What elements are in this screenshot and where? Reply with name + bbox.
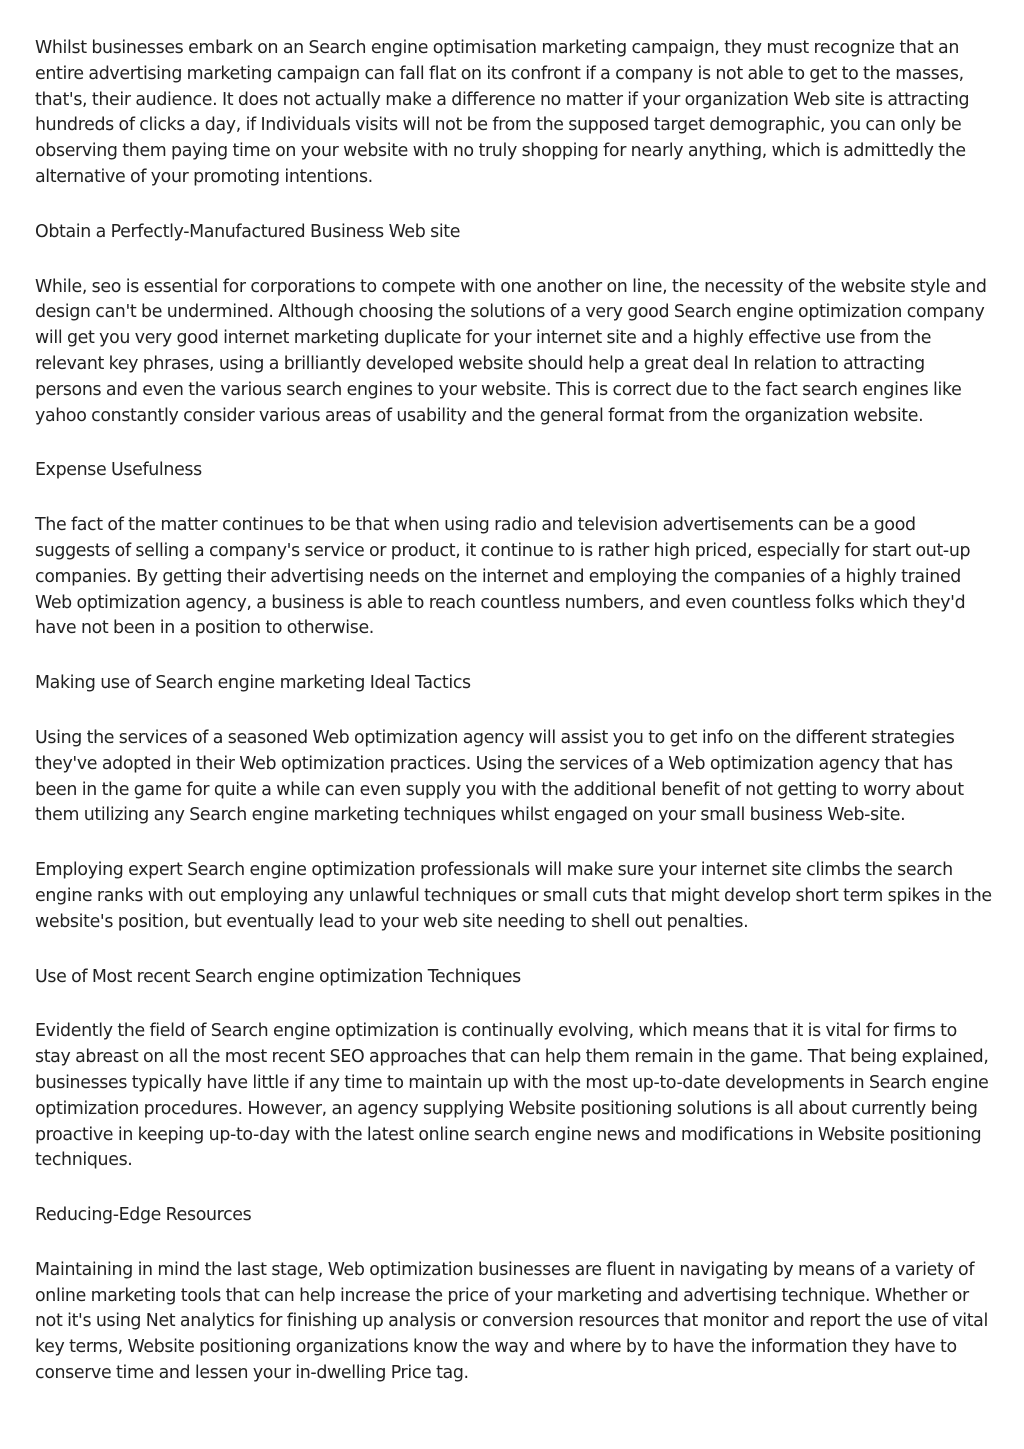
document-body [35, 36, 995, 1416]
body-paragraph: Evidently the field of Search engine optimization is continually evolving, which means that it is vital for firms to stay abreast on all the most recent SEO approaches that can help them remain in the game. That being explained, businesses typically have little if any time to maintain up with the most up-to-date developments in Search engine optimization procedures. However, an agency supplying Website positioning solutions is all about currently being proactive in keeping up-to-day with the latest online search engine news and modifications in Website positioning techniques. [35, 1021, 989, 1171]
section-heading: Use of Most recent Search engine optimization Techniques [35, 966, 521, 987]
body-paragraph: Whilst businesses embark on an Search engine optimisation marketing campaign, they must recognize that an entire advertising marketing campaign can fall flat on its confront if a company is not able to get to the masses, that's, their audience. It does not actually make a difference no matter if your organization Web site is attracting hundreds of clicks a day, if Individuals visits will not be from the supposed target demographic, you can only be observing them paying time on your website with no truly shopping for nearly anything, which is admittedly the alternative of your promoting intentions. [35, 38, 970, 187]
section-heading: Obtain a Perfectly-Manufactured Business Web site [35, 221, 461, 242]
section-heading: Making use of Search engine marketing Ideal Tactics [35, 673, 471, 694]
section-heading: Expense Usefulness [35, 460, 202, 481]
body-paragraph: Employing expert Search engine optimization professionals will make sure your internet site climbs the search engine ranks with out employing any unlawful techniques or small cuts that might develop short term spikes in the website's position, but eventually lead to your web site needing to shell out penalties. [35, 860, 992, 932]
body-paragraph: Maintaining in mind the last stage, Web optimization businesses are fluent in navigating by means of a variety of online marketing tools that can help increase the price of your marketing and advertising technique. Whether or not it's using Net analytics for finishing up analysis or conversion resources that monitor and report the use of vital key terms, Website positioning organizations know the way and where by to have the information they have to conserve time and lessen your in-dwelling Price tag. [35, 1259, 988, 1384]
body-paragraph: While, seo is essential for corporations to compete with one another on line, the necessity of the website style and design can't be undermined. Although choosing the solutions of a very good Search engine optimization company will get you very good internet marketing duplicate for your internet site and a highly effective use from the relevant key phrases, using a brilliantly developed website should help a great deal In relation to attracting persons and even the various search engines to your website. This is correct due to the fact search engines like yahoo constantly consider various areas of usability and the general format from the organization website. [35, 276, 987, 426]
body-paragraph: Using the services of a seasoned Web optimization agency will assist you to get info on the different strategies they've adopted in their Web optimization practices. Using the services of a Web optimization agency that has been in the game for quite a while can even supply you with the additional benefit of not getting to worry about them utilizing any Search engine marketing techniques whilst engaged on your small business Web-site. [35, 727, 964, 826]
body-paragraph: The fact of the matter continues to be that when using radio and television advertisements can be a good suggests of selling a company's service or product, it continue to is rather high priced, especially for start out-up companies. By getting their advertising needs on the internet and employing the companies of a highly trained Web optimization agency, a business is able to reach countless numbers, and even countless folks which they'd have not been in a position to otherwise. [35, 515, 971, 639]
section-heading: Reducing-Edge Resources [35, 1205, 252, 1226]
